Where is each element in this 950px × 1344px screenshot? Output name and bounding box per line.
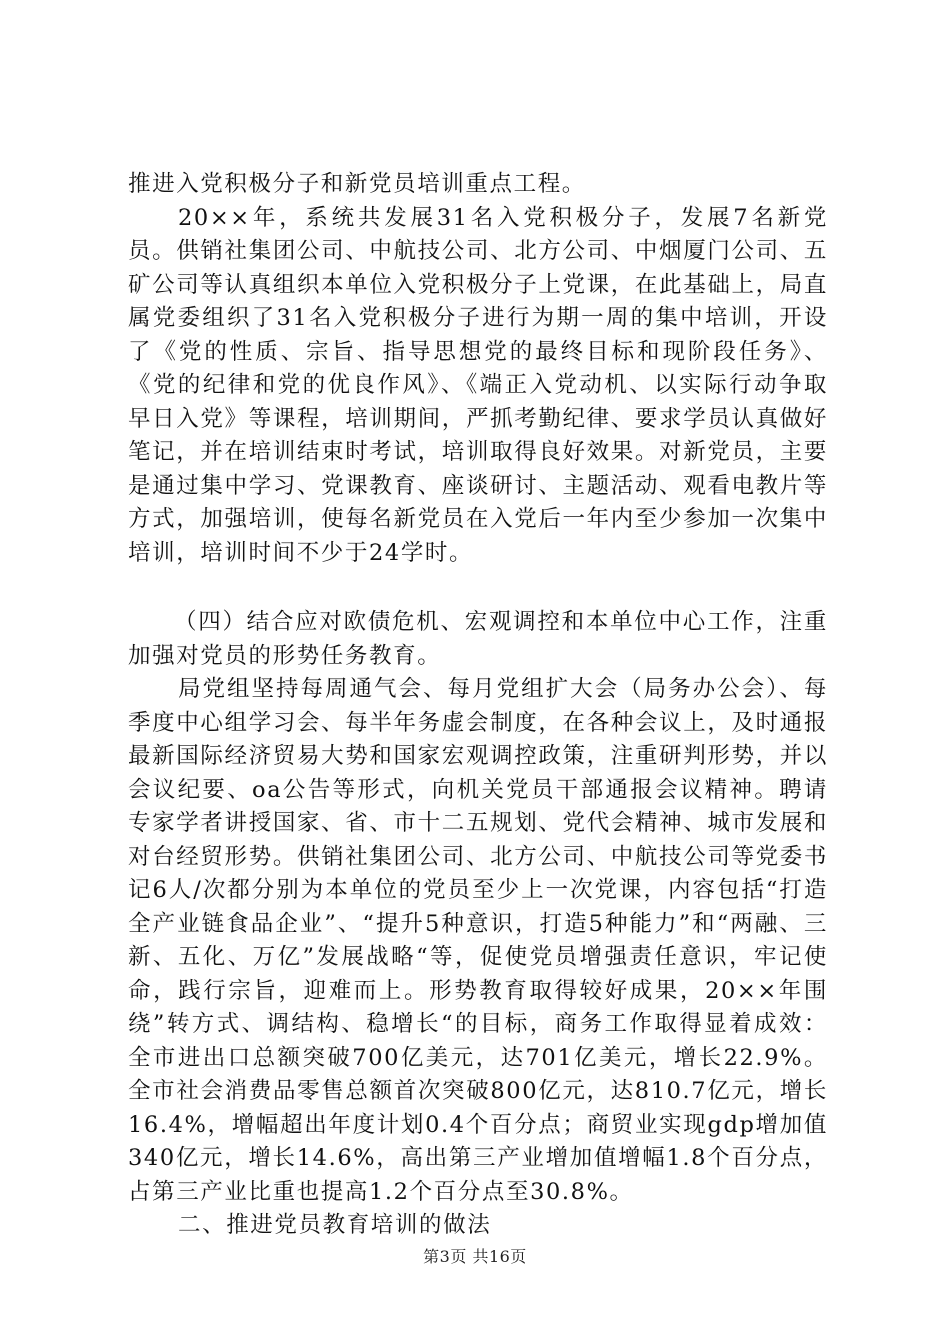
page-footer: 第3页 共16页	[423, 1247, 527, 1266]
section-heading-2: 二、推进党员教育培训的做法	[178, 1212, 492, 1238]
paragraph-continuation: 推进入党积极分子和新党员培训重点工程。	[128, 171, 586, 197]
document-body	[128, 168, 828, 1243]
paragraph-situation-education: 局党组坚持每周通气会、每月党组扩大会（局务办公会）、每季度中心组学习会、每半年务虚会制度，在各种会议上，及时通报最新国际经济贸易大势和国家宏观调控政策，注重研判形势，并以会议纪要、oa公告等形式，向机关党员干部通报会议精神。聘请专家学者讲授国家、省、市十二五规划、党代会精神、城市发展和对台经贸形势。供销社集团公司、北方公司、中航技公司等党委书记6人/次都分别为本单位的党员至少上一次党课，内容包括“打造全产业链食品企业”、“提升5种意识，打造5种能力”和“两融、三新、五化、万亿”发展战略“等，促使党员增强责任意识，牢记使命，践行宗旨，迎难而上。形势教育取得较好成果，20××年围绕”转方式、调结构、稳增长“的目标，商务工作取得显着成效：全市进出口总额突破700亿美元，达701亿美元，增长22.9%。全市社会消费品零售总额首次突破800亿元，达810.7亿元，增长16.4%，增幅超出年度计划0.4个百分点；商贸业实现gdp增加值340亿元，增长14.6%，高出第三产业增加值增幅1.8个百分点，占第三产业比重也提高1.2个百分点至30.8%。	[128, 676, 828, 1205]
paragraph-activists-training: 20××年，系统共发展31名入党积极分子，发展7名新党员。供销社集团公司、中航技公司、北方公司、中烟厦门公司、五矿公司等认真组织本单位入党积极分子上党课，在此基础上，局直属党委组织了31名入党积极分子进行为期一周的集中培训，开设了《党的性质、宗旨、指导思想党的最终目标和现阶段任务》、《党的纪律和党的优良作风》、《端正入党动机、以实际行动争取早日入党》等课程，培训期间，严抓考勤纪律、要求学员认真做好笔记，并在培训结束时考试，培训取得良好效果。对新党员，主要是通过集中学习、党课教育、座谈研讨、主题活动、观看电教片等方式，加强培训，使每名新党员在入党后一年内至少参加一次集中培训，培训时间不少于24学时。	[128, 204, 828, 566]
section-heading-4: （四）结合应对欧债危机、宏观调控和本单位中心工作，注重加强对党员的形势任务教育。	[128, 609, 828, 669]
